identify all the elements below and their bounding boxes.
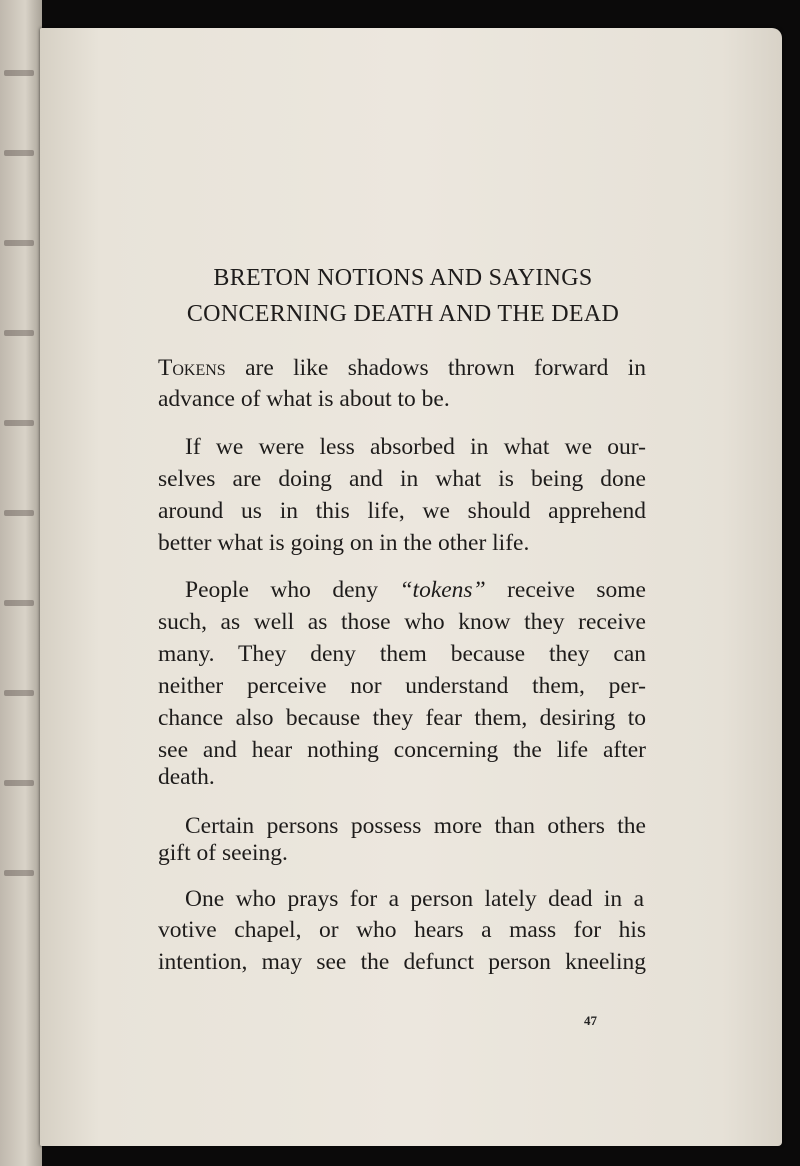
lead-word: Tokens [158, 355, 226, 381]
italic-word: “tokens” [399, 577, 486, 603]
text-line: better what is going on in the other life. [158, 530, 530, 556]
text-line: gift of seeing. [158, 840, 288, 866]
text-line [158, 354, 646, 382]
text-line: many. They deny them because they can [158, 641, 646, 667]
text-span: are like shadows thrown forward in [225, 355, 646, 381]
text-span: People who deny [185, 577, 400, 603]
text-line: intention, may see the defunct person kneeling [158, 949, 646, 975]
text-span: receive some [485, 577, 646, 603]
text-line: chance also because they fear them, desiring to [158, 705, 646, 731]
text-line: If we were less absorbed in what we our- [185, 434, 646, 460]
text-line: selves are doing and in what is being done [158, 466, 646, 492]
text-line: advance of what is about to be. [158, 386, 450, 412]
chapter-title-line-2: CONCERNING DEATH AND THE DEAD [186, 301, 620, 327]
book-page [40, 28, 782, 1146]
chapter-title-line-1: BRETON NOTIONS AND SAYINGS [213, 265, 593, 291]
text-line: such, as well as those who know they receive [158, 609, 646, 635]
text-line: see and hear nothing concerning the life after [158, 737, 646, 763]
facing-page-edge [0, 0, 42, 1166]
text-line: One who prays for a person lately dead in a [185, 886, 644, 912]
text-line: death. [158, 764, 215, 790]
text-line: votive chapel, or who hears a mass for his [158, 917, 646, 943]
text-line [185, 576, 646, 604]
text-line: neither perceive nor understand them, per- [158, 673, 646, 699]
text-line: Certain persons possess more than others the [185, 813, 646, 839]
page-number: 47 [584, 1013, 597, 1028]
text-line: around us in this life, we should apprehend [158, 498, 646, 524]
